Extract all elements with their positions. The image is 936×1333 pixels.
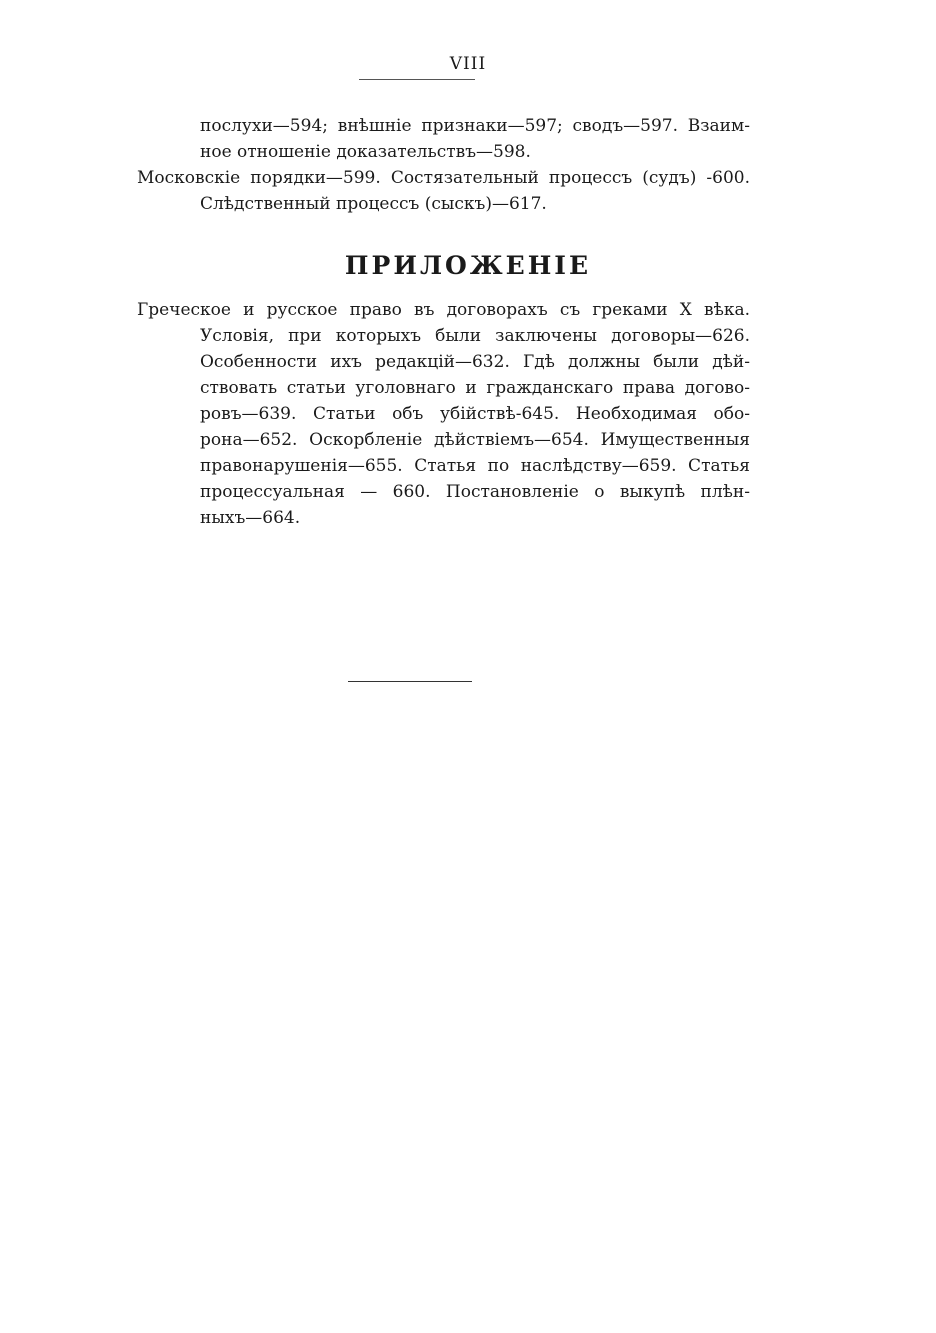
- appendix-line: ровъ—639. Статьи объ убійствѣ-645. Необходимая обо-: [200, 404, 750, 424]
- appendix-line: Особенности ихъ редакцій—632. Гдѣ должны были дѣй-: [200, 352, 750, 372]
- page-number: VIII: [449, 54, 487, 74]
- end-rule: [348, 681, 472, 682]
- appendix-line: рона—652. Оскорбленіе дѣйствіемъ—654. Имущественныя: [200, 430, 750, 450]
- appendix-line: ствовать статьи уголовнаго и гражданскаго права догово-: [200, 378, 750, 398]
- section-title: ПРИЛОЖЕНІЕ: [344, 251, 592, 280]
- appendix-line: Условія, при которыхъ были заключены договоры—626.: [200, 326, 750, 346]
- toc-line: ное отношеніе доказательствъ—598.: [200, 142, 531, 162]
- appendix-line: правонарушенія—655. Статья по наслѣдству—659. Статья: [200, 456, 750, 476]
- appendix-line: Греческое и русское право въ договорахъ съ греками X вѣка.: [137, 300, 750, 320]
- header-rule: [359, 79, 475, 80]
- appendix-line: ныхъ—664.: [200, 508, 301, 528]
- appendix-line: процессуальная — 660. Постановленіе о выкупѣ плѣн-: [200, 482, 750, 502]
- toc-line: Слѣдственный процессъ (сыскъ)—617.: [200, 194, 547, 214]
- toc-line: Московскіе порядки—599. Состязательный процессъ (судъ) -600.: [137, 168, 750, 188]
- toc-line: послухи—594; внѣшніе признаки—597; сводъ—597. Взаим-: [200, 116, 750, 136]
